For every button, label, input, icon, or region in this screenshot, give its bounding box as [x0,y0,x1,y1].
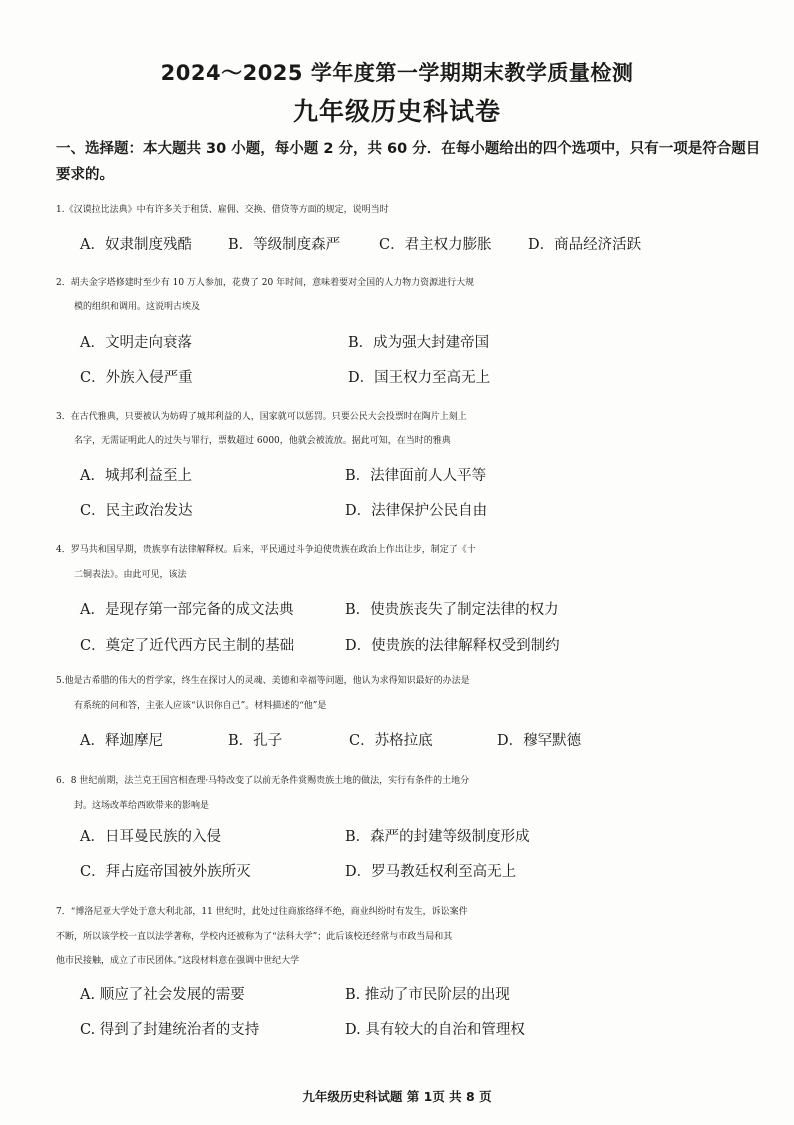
question-4-option-d: D．使贵族的法律解释权受到制约 [345,638,560,654]
question-2-option-b: B．成为强大封建帝国 [348,335,490,351]
section-instructions: 一、选择题：本大题共 30 小题，每小题 2 分，共 60 分．在每小题给出的四个选项中，只有一项是符合题目要求的。 [56,141,761,183]
question-5-option-b: B．孔子 [228,733,283,749]
question-7-option-d: D. 具有较大的自治和管理权 [345,1022,525,1038]
question-5-option-c: C．苏格拉底 [349,733,433,749]
question-7-option-c: C. 得到了封建统治者的支持 [80,1022,260,1038]
question-4-option-b: B．使贵族丧失了制定法律的权力 [345,602,559,618]
question-7-option-b: B. 推动了市民阶层的出现 [345,987,510,1003]
question-6-option-a: A．日耳曼民族的入侵 [80,829,221,845]
question-3-option-c: C．民主政治发达 [80,503,193,519]
question-7-stem-line-1: 7．“博洛尼亚大学处于意大利北部，11 世纪时，此处过往商旅络绎不绝，商业纠纷时有发生，诉讼案件 [56,907,468,917]
question-3-stem-line-2: 名字，无需证明此人的过失与罪行，票数超过 6000，他就会被流放。据此可知，在当时的雅典 [74,436,451,446]
question-3-option-d: D．法律保护公民自由 [345,503,488,519]
question-4-stem-line-1: 4．罗马共和国早期，贵族享有法律解释权。后来，平民通过斗争迫使贵族在政治上作出让步，制定了《十 [56,545,476,555]
question-7-stem-line-3: 他市民接触，成立了市民团体。”这段材料意在强调中世纪大学 [56,956,300,966]
question-5-option-d: D．穆罕默德 [497,733,582,749]
question-6-option-b: B．森严的封建等级制度形成 [345,829,530,845]
question-2-option-a: A．文明走向衰落 [80,335,192,351]
question-1-option-a: A．奴隶制度残酷 [80,237,192,253]
question-5-stem-line-1: 5.他是古希腊的伟大的哲学家，终生在探讨人的灵魂、美德和幸福等问题，他认为求得知识最好的办法是 [56,676,470,686]
question-1-option-c: C．君主权力膨胀 [379,237,492,253]
question-6-stem-line-1: 6．8 世纪前期，法兰克王国宫相查理·马特改变了以前无条件赏赐贵族土地的做法，实行有条件的土地分 [56,776,470,786]
question-2-option-d: D．国王权力至高无上 [348,370,491,386]
question-7-option-a: A. 顺应了社会发展的需要 [80,987,245,1003]
question-7-stem-line-2: 不断，所以该学校一直以法学著称，学校内还被称为了“法科大学”；此后该校还经常与市政当局和其 [56,932,453,942]
exam-subtitle: 九年级历史科试卷 [292,97,501,126]
question-4-option-a: A．是现存第一部完备的成文法典 [80,602,294,618]
exam-title: 2024～2025 学年度第一学期期末教学质量检测 [160,61,634,85]
question-2-option-c: C．外族入侵严重 [80,370,193,386]
page-footer: 九年级历史科试题 第 1页 共 8 页 [302,1089,492,1104]
question-2-stem-line-2: 模的组织和调用。这说明古埃及 [74,302,201,312]
question-5-option-a: A．释迦摩尼 [80,733,163,749]
question-3-stem-line-1: 3．在古代雅典，只要被认为妨碍了城邦利益的人，国家就可以惩罚。只要公民大会投票时在陶片上刻上 [56,412,467,422]
question-1-option-d: D．商品经济活跃 [528,237,642,253]
question-5-stem-line-2: 有系统的问和答，主张人应该“认识你自己”。材料描述的“他”是 [74,701,327,711]
question-4-option-c: C．奠定了近代西方民主制的基础 [80,638,295,654]
question-1-option-b: B．等级制度森严 [228,237,341,253]
question-6-option-c: C．拜占庭帝国被外族所灭 [80,864,251,880]
question-6-stem-line-2: 封。这场改革给西欧带来的影响是 [74,801,210,811]
question-1-stem: 1.《汉谟拉比法典》中有许多关于租赁、雇佣、交换、借贷等方面的规定，说明当时 [56,205,389,215]
question-2-stem-line-1: 2．胡夫金字塔修建时至少有 10 万人参加，花费了 20 年时间，意味着要对全国的人力物力资源进行大规 [56,278,475,288]
question-6-option-d: D．罗马教廷权利至高无上 [345,864,517,880]
question-4-stem-line-2: 二铜表法》。由此可见，该法 [74,570,187,580]
question-3-option-b: B．法律面前人人平等 [345,468,487,484]
question-3-option-a: A．城邦利益至上 [80,468,192,484]
